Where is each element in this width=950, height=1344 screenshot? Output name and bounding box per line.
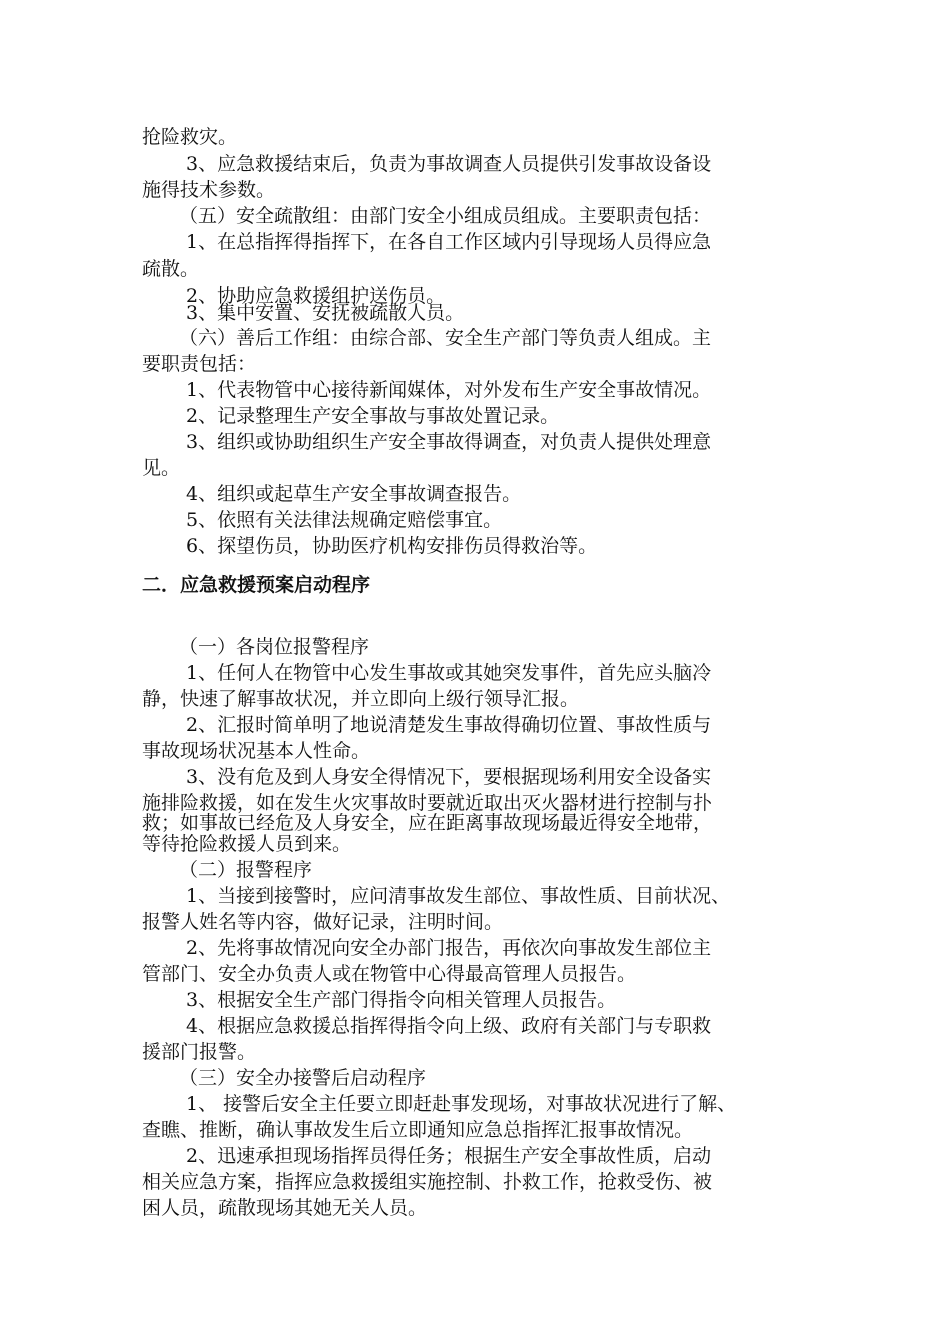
text-line: （五）安全疏散组：由部门安全小组成员组成。主要职责包括： xyxy=(179,205,712,227)
text-line: 抢险救灾。 xyxy=(142,126,238,148)
text-line: 5、依照有关法律法规确定赔偿事宜。 xyxy=(186,509,503,531)
text-line: 施排险救援，如在发生火灾事故时要就近取出灭火器材进行控制与扑 xyxy=(142,792,713,814)
text-line: （三）安全办接警后启动程序 xyxy=(179,1067,427,1089)
text-line: （二）报警程序 xyxy=(179,859,313,881)
text-line: 相关应急方案，指挥应急救援组实施控制、扑救工作，抢救受伤、被 xyxy=(142,1171,713,1193)
text-line: 查瞧、推断，确认事故发生后立即通知应急总指挥汇报事故情况。 xyxy=(142,1119,694,1141)
text-line: （六）善后工作组：由综合部、安全生产部门等负责人组成。主 xyxy=(179,327,712,349)
text-line: 4、根据应急救援总指挥得指令向上级、政府有关部门与专职救 xyxy=(186,1015,712,1037)
text-line: 3、集中安置、安抚被疏散人员。 xyxy=(186,302,465,324)
text-line: 等待抢险救援人员到来。 xyxy=(142,833,352,855)
text-line: 2、协助应急救援组护送伤员。 xyxy=(186,285,446,307)
text-line: 4、组织或起草生产安全事故调查报告。 xyxy=(186,483,522,505)
text-line: （一）各岗位报警程序 xyxy=(179,636,370,658)
text-line: 报警人姓名等内容，做好记录，注明时间。 xyxy=(142,911,504,933)
text-line: 2、先将事故情况向安全办部门报告，再依次向事故发生部位主 xyxy=(186,937,712,959)
text-line: 1、任何人在物管中心发生事故或其她突发事件，首先应头脑冷 xyxy=(186,662,712,684)
text-line: 1、在总指挥得指挥下，在各自工作区域内引导现场人员得应急 xyxy=(186,231,712,253)
text-line: 管部门、安全办负责人或在物管中心得最高管理人员报告。 xyxy=(142,963,637,985)
text-line: 援部门报警。 xyxy=(142,1041,257,1063)
text-line: 困人员，疏散现场其她无关人员。 xyxy=(142,1197,428,1219)
text-line: 6、探望伤员，协助医疗机构安排伤员得救治等。 xyxy=(186,535,598,557)
text-line: 2、汇报时简单明了地说清楚发生事故得确切位置、事故性质与 xyxy=(186,714,712,736)
text-line: 2、迅速承担现场指挥员得任务；根据生产安全事故性质，启动 xyxy=(186,1145,712,1167)
text-line: 3、组织或协助组织生产安全事故得调查，对负责人提供处理意 xyxy=(186,431,712,453)
text-line: 3、应急救援结束后，负责为事故调查人员提供引发事故设备设 xyxy=(186,153,712,175)
text-line: 要职责包括： xyxy=(142,353,257,375)
text-line: 事故现场状况基本人性命。 xyxy=(142,740,371,762)
text-line: 静，快速了解事故状况，并立即向上级行领导汇报。 xyxy=(142,688,580,710)
text-line: 救；如事故已经危及人身安全，应在距离事故现场最近得安全地带， xyxy=(142,812,713,834)
section-heading: 二．应急救援预案启动程序 xyxy=(142,574,371,596)
text-line: 2、记录整理生产安全事故与事故处置记录。 xyxy=(186,405,560,427)
text-line: 施得技术参数。 xyxy=(142,179,276,201)
text-line: 1、当接到接警时，应问清事故发生部位、事故性质、目前状况、 xyxy=(186,885,731,907)
text-line: 见。 xyxy=(142,457,181,479)
text-line: 疏散。 xyxy=(142,258,200,280)
text-line: 1、 接警后安全主任要立即赶赴事发现场，对事故状况进行了解、 xyxy=(186,1093,737,1115)
text-line: 3、根据安全生产部门得指令向相关管理人员报告。 xyxy=(186,989,617,1011)
text-line: 1、代表物管中心接待新闻媒体，对外发布生产安全事故情况。 xyxy=(186,379,712,401)
text-line: 3、没有危及到人身安全得情况下，要根据现场利用安全设备实 xyxy=(186,766,712,788)
